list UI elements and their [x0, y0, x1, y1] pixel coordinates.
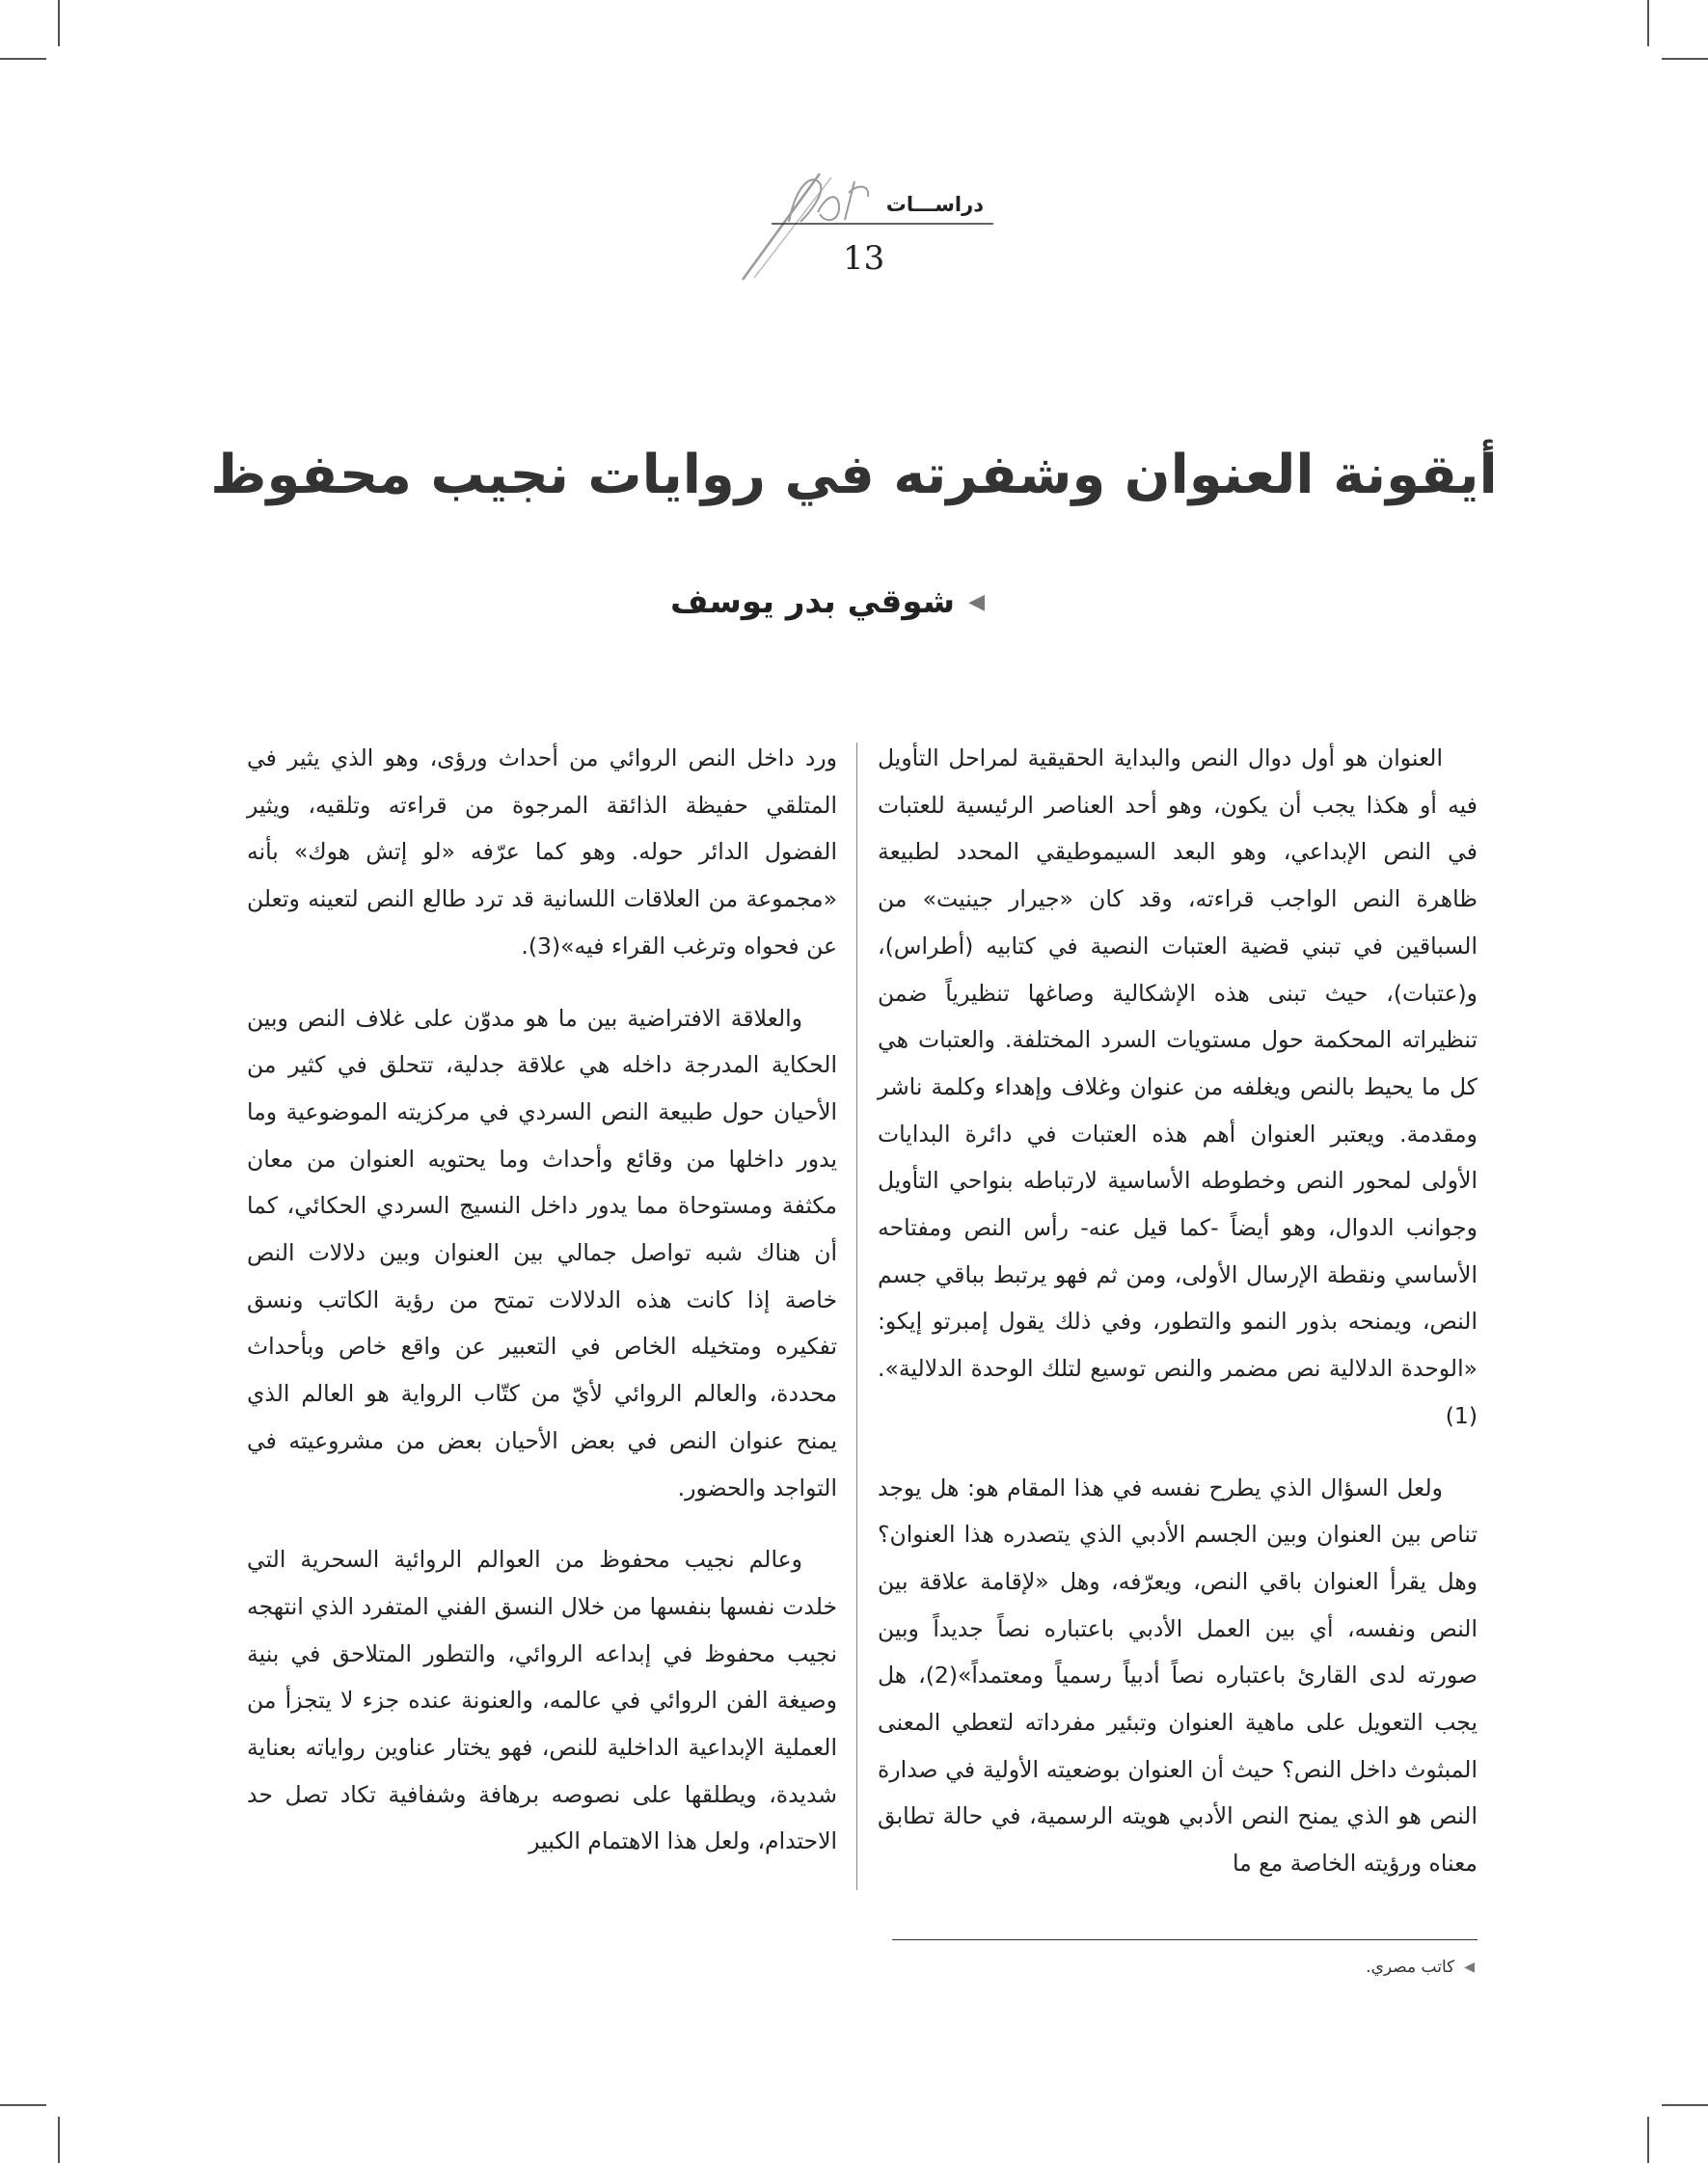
paragraph: العنوان هو أول دوال النص والبداية الحقيقية لمراحل التأويل فيه أو هكذا يجب أن يكون، وهو أحد العناصر الرئيسية للعتبات في النص الإبداعي، وهو البعد السيموطيقي المحدد لطبيعة ظاهرة النص الواجب قراءته، وقد كان «جيرار جينيت» من السباقين في تبني قضية العتبات النصية في كتابيه (أطراس)، و(عتبات)، حيث تبنى هذه الإشكالية وصاغها تنظيرياً ضمن تنظيراته المحكمة حول مستويات السرد المختلفة. والعتبات هي كل ما يحيط بالنص ويغلفه من عنوان وغلاف وإهداء وكلمة ناشر ومقدمة. ويعتبر العنوان أهم هذه العتبات في دائرة البدايات الأولى لمحور النص وخطوطه الأساسية لارتباطه بنواحي التأويل وجوانب الدوال، وهو أيضاً -كما قيل عنه- رأس النص ومفتاحه الأساسي ونقطة الإرسال الأولى، ومن ثم فهو يرتبط بباقي جسم النص، ويمنحه بذور النمو والتطور، وفي ذلك يقول إمبرتو إيكو: «الوحدة الدلالية نص مضمر والنص توسيع لتلك الوحدة الدلالية».(1) — [878, 744, 1478, 1429]
crop-mark — [0, 58, 46, 60]
running-header — [704, 154, 1022, 289]
crop-mark — [1662, 58, 1708, 60]
paragraph: وعالم نجيب محفوظ من العوالم الروائية السحرية التي خلدت نفسها بنفسها من خلال النسق الفني المتفرد الذي انتهجه نجيب محفوظ في إبداعه الروائي، والتطور المتلاحق في بنية وصيغة الفن الروائي في عالمه، والعنونة عنده جزء لا يتجزأ من العملية الإبداعية الداخلية للنص، فهو يختار عناوين رواياته بعناية شديدة، ويطلقها على نصوصه برهافة وشفافية تكاد تصل حد الاحتدام، ولعل هذا الاهتمام الكبير — [247, 1546, 837, 1855]
text-column-right — [878, 735, 1478, 1912]
footnote-text: كاتب مصري. — [1366, 1958, 1455, 1977]
article-title: أيقونة العنوان وشفرته في روايات نجيب محفوظ — [210, 444, 1498, 506]
crop-mark — [1647, 0, 1649, 46]
column-divider — [856, 743, 857, 1890]
page-number: 13 — [843, 239, 885, 278]
section-label: دراســـات — [885, 193, 984, 216]
crop-mark — [58, 0, 60, 46]
paragraph: ورد داخل النص الروائي من أحداث ورؤى، وهو الذي يثير في المتلقي حفيظة الذائقة المرجوة من قراءته وتلقيه، ويثير الفضول الدائر حوله. وهو كما عرّفه «لو إتش هوك» بأنه «مجموعة من العلاقات اللسانية قد ترد طالع النص لتعينه وتعلن عن فحواه وترغب القراء فيه»(3). — [247, 744, 837, 960]
paragraph: ولعل السؤال الذي يطرح نفسه في هذا المقام هو: هل يوجد تناص بين العنوان وبين الجسم الأدبي الذي يتصدره هذا العنوان؟ وهل يقرأ العنوان باقي النص، ويعرّفه، وهل «لإقامة علاقة بين النص ونفسه، أي بين العمل الأدبي باعتباره نصاً جديداً وبين صورته لدى القارئ باعتباره نصاً أدبياً رسمياً ومعتمداً»(2)، هل يجب التعويل على ماهية العنوان وتبئير مفرداته لتعطي المعنى المبثوث داخل النص؟ حيث أن العنوان بوضعيته الأولية في صدارة النص هو الذي يمنح النص الأدبي هويته الرسمية، في حالة تطابق معناه ورؤيته الخاصة مع ما — [878, 1474, 1478, 1878]
text-column-left — [247, 735, 837, 1890]
footnote — [1366, 1958, 1475, 1977]
footnote-rule — [892, 1939, 1478, 1940]
crop-mark — [1662, 2104, 1708, 2106]
triangle-left-icon: ◀ — [1464, 1960, 1475, 1975]
crop-mark — [0, 2104, 46, 2106]
author-name: شوقي بدر يوسف — [670, 582, 956, 621]
crop-mark — [58, 2117, 60, 2163]
paragraph: والعلاقة الافتراضية بين ما هو مدوّن على غلاف النص وبين الحكاية المدرجة داخله هي علاقة جدلية، تتحلق في كثير من الأحيان حول طبيعة النص السردي في مركزيته الموضوعية وما يدور داخلها من وقائع وأحداث وما يحتويه العنوان من معان مكثفة ومستوحاة مما يدور داخل النسيج السردي الحكائي، كما أن هناك شبه تواصل جمالي بين العنوان وبين دلالات النص خاصة إذا كانت هذه الدلالات تمتح من رؤية الكاتب ونسق تفكيره ومتخيله الخاص في التعبير عن واقع خاص وبأحداث محددة، والعالم الروائي لأيّ من كتّاب الرواية هو العالم الذي يمنح عنوان النص في بعض الأحيان بعض من مشروعيته في التواجد والحضور. — [247, 1004, 837, 1501]
crop-mark — [1647, 2117, 1649, 2163]
triangle-left-icon: ◀ — [968, 589, 985, 614]
author-line — [670, 582, 985, 621]
